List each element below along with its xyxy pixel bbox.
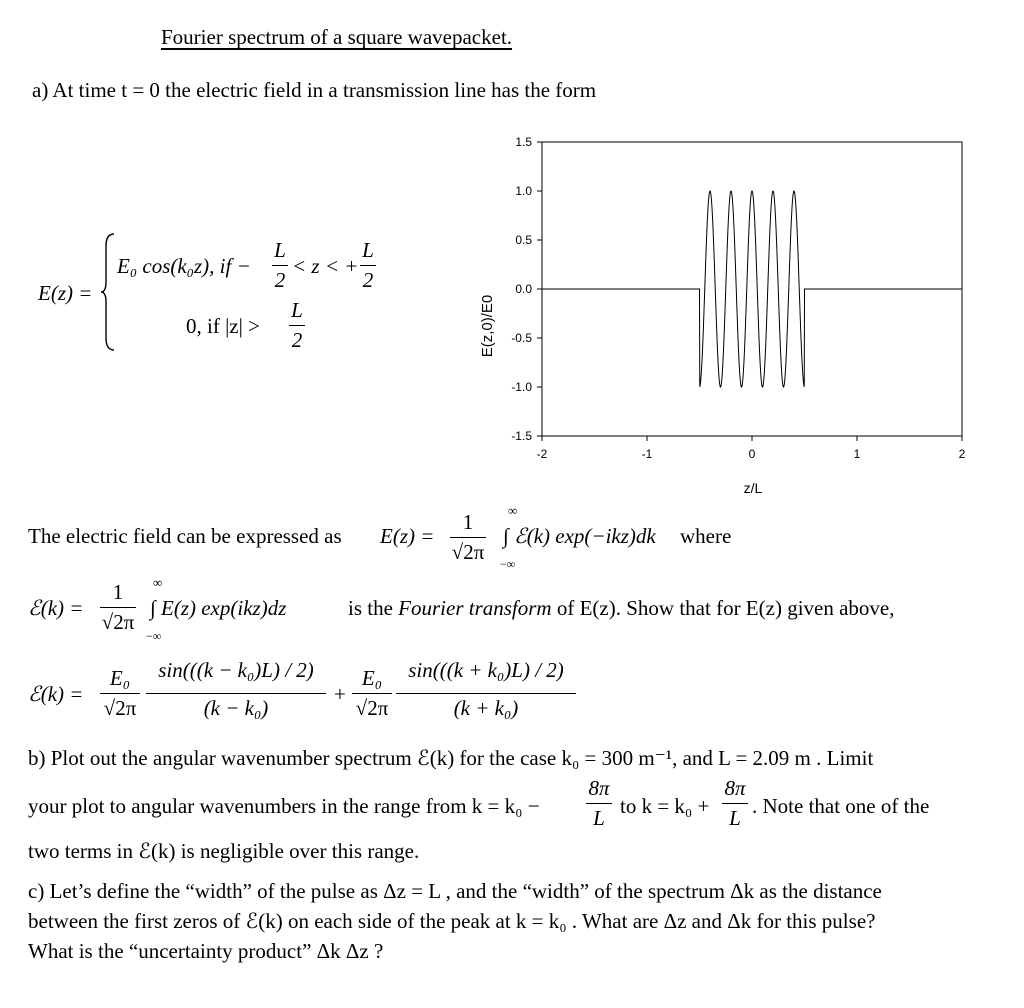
x-tick-label: 0 xyxy=(748,447,756,461)
ft-frac: 1 √2π xyxy=(101,580,135,634)
y-tick-label: 1.5 xyxy=(515,135,532,149)
part-b-line1: b) Plot out the angular wavenumber spectrum ℰ(k) for the case k₀ = 300 m⁻¹, and L = 2.09 m . Limit xyxy=(28,746,874,770)
chart-ylabel: E(z,0)/E0 xyxy=(479,294,496,358)
ft-upper-limit: ∞ xyxy=(153,575,163,590)
part-b-line2b: to k = k₀ + xyxy=(620,794,710,818)
y-tick-label: 1.0 xyxy=(515,184,532,198)
x-tick-label: 2 xyxy=(958,447,966,461)
part-c-line1: c) Let’s define the “width” of the pulse as Δz = L , and the “width” of the spectrum Δk as the distance xyxy=(28,879,882,903)
case1-frac-2: L 2 xyxy=(360,240,376,291)
result-term-2: sin(((k + k₀)L) / 2) (k + k₀) xyxy=(396,660,576,719)
case2-frac: L 2 xyxy=(289,300,305,351)
field-expr-frac: 1 √2π xyxy=(451,510,485,564)
part-b-frac-2: 8π L xyxy=(722,778,748,829)
field-expr-prefix: The electric field can be expressed as xyxy=(28,524,342,548)
result-plus: + xyxy=(334,682,346,706)
wavepacket-chart xyxy=(470,128,990,498)
inv-lower-limit: −∞ xyxy=(500,557,516,571)
y-tick-label: 0.0 xyxy=(515,282,532,296)
result-lhs: ℰ(k) = xyxy=(28,682,84,706)
ft-text: is the Fourier transform of E(z). Show that for E(z) given above, xyxy=(348,596,895,620)
inv-where: where xyxy=(680,524,732,548)
case2-expression: 0, if |z| > xyxy=(186,314,260,338)
part-b-line3: two terms in ℰ(k) is negligible over this range. xyxy=(28,839,420,863)
case1-frac-1: L 2 xyxy=(272,240,288,291)
part-b-line2c: . Note that one of the xyxy=(752,794,930,818)
piecewise-lhs: E(z) = xyxy=(38,281,93,305)
chart-xlabel: z/L xyxy=(743,480,763,496)
part-c-line2: between the first zeros of ℰ(k) on each side of the peak at k = k₀ . What are Δz and Δk for this pulse? xyxy=(28,909,876,933)
inv-upper-limit: ∞ xyxy=(508,503,518,518)
page-title: Fourier spectrum of a square wavepacket. xyxy=(161,25,513,49)
series-line xyxy=(542,191,962,387)
case1-middle: < z < + xyxy=(292,254,359,278)
field-expr-lhs: E(z) = xyxy=(380,524,435,548)
y-tick-label: 0.5 xyxy=(515,233,532,247)
x-tick-label: 1 xyxy=(853,447,861,461)
part-a-intro: a) At time t = 0 the electric field in a transmission line has the form xyxy=(32,78,597,102)
x-tick-label: -2 xyxy=(536,447,548,461)
case1-expression: E₀ cos(k₀z), if − xyxy=(117,254,251,278)
x-tick-label: -1 xyxy=(641,447,653,461)
brace-icon xyxy=(100,232,118,352)
y-tick-label: -1.0 xyxy=(511,380,532,394)
result-coef-2: E₀ √2π xyxy=(352,668,392,719)
y-tick-label: -0.5 xyxy=(511,331,532,345)
result-coef-1: E₀ √2π xyxy=(100,668,140,719)
inv-integral: ∫ ℰ(k) exp(−ikz)dk xyxy=(503,524,656,548)
part-b-line2a: your plot to angular wavenumbers in the range from k = k₀ − xyxy=(28,794,540,818)
y-tick-label: -1.5 xyxy=(511,429,532,443)
part-b-frac-1: 8π L xyxy=(586,778,612,829)
ft-lhs: ℰ(k) = xyxy=(28,596,84,620)
ft-integral: ∫ E(z) exp(ikz)dz xyxy=(150,596,287,620)
result-term-1: sin(((k − k₀)L) / 2) (k − k₀) xyxy=(146,660,326,719)
ft-lower-limit: −∞ xyxy=(146,629,162,643)
part-c-line3: What is the “uncertainty product” Δk Δz ? xyxy=(28,939,384,963)
